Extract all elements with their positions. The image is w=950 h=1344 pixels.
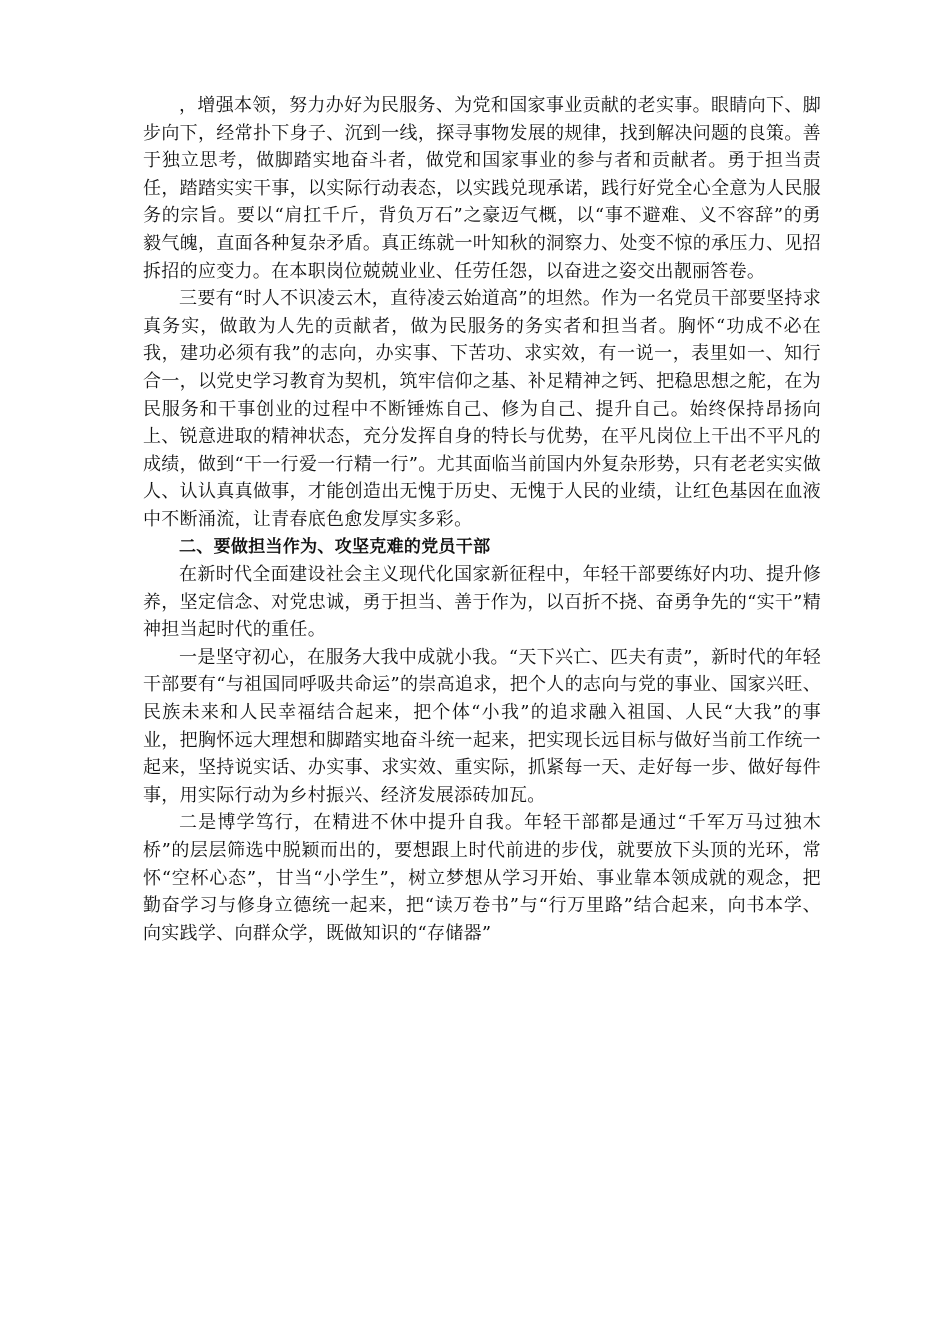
paragraph-point-one: 一是坚守初心，在服务大我中成就小我。“天下兴亡、匹夫有责”，新时代的年轻干部要有“与祖国同呼吸共命运”的崇高追求，把个人的志向与党的事业、国家兴旺、民族未来和人民幸福结合起来，把个体“小我”的追求融入祖国、人民“大我”的事业，把胸怀远大理想和脚踏实地奋斗统一起来，把实现长远目标与做好当前工作统一起来，坚持说实话、办实事、求实效、重实际，抓紧每一天、走好每一步、做好每件事，用实际行动为乡村振兴、经济发展添砖加瓦。 — [143, 646, 821, 806]
paragraph-continuation: ，增强本领，努力办好为民服务、为党和国家事业贡献的老实事。眼睛向下、脚步向下，经常扑下身子、沉到一线，探寻事物发展的规律，找到解决问题的良策。善于独立思考，做脚踏实地奋斗者，做党和国家事业的参与者和贡献者。勇于担当责任，踏踏实实干事，以实际行动表态，以实践兑现承诺，践行好党全心全意为人民服务的宗旨。要以“肩扛千斤，背负万石”之豪迈气概，以“事不避难、义不容辞”的勇毅气魄，直面各种复杂矛盾。真正练就一叶知秋的洞察力、处变不惊的承压力、见招拆招的应变力。在本职岗位兢兢业业、任劳任怨，以奋进之姿交出靓丽答卷。 — [143, 95, 821, 282]
document-body — [143, 92, 821, 947]
paragraph-section-intro: 在新时代全面建设社会主义现代化国家新征程中，年轻干部要练好内功、提升修养，坚定信念、对党忠诚，勇于担当、善于作为，以百折不挠、奋勇争先的“实干”精神担当起时代的重任。 — [143, 564, 821, 641]
paragraph-point-two: 二是博学笃行，在精进不休中提升自我。年轻干部都是通过“千军万马过独木桥”的层层筛选中脱颖而出的，要想跟上时代前进的步伐，就要放下头顶的光环，常怀“空杯心态”，甘当“小学生”，树立梦想从学习开始、事业靠本领成就的观念，把勤奋学习与修身立德统一起来，把“读万卷书”与“行万里路”结合起来，向书本学、向实践学、向群众学，既做知识的“存储器” — [143, 812, 821, 944]
paragraph-third-requirement: 三要有“时人不识凌云木，直待凌云始道高”的坦然。作为一名党员干部要坚持求真务实，做敢为人先的贡献者，做为民服务的务实者和担当者。胸怀“功成不必在我，建功必须有我”的志向，办实事、下苦功、求实效，有一说一，表里如一、知行合一，以党史学习教育为契机，筑牢信仰之基、补足精神之钙、把稳思想之舵，在为民服务和干事创业的过程中不断锤炼自己、修为自己、提升自己。始终保持昂扬向上、锐意进取的精神状态，充分发挥自身的特长与优势，在平凡岗位上干出不平凡的成绩，做到“干一行爱一行精一行”。尤其面临当前国内外复杂形势，只有老老实实做人、认认真真做事，才能创造出无愧于历史、无愧于人民的业绩，让红色基因在血液中不断涌流，让青春底色愈发厚实多彩。 — [143, 288, 821, 530]
section-heading-two: 二、要做担当作为、攻坚克难的党员干部 — [179, 536, 491, 557]
